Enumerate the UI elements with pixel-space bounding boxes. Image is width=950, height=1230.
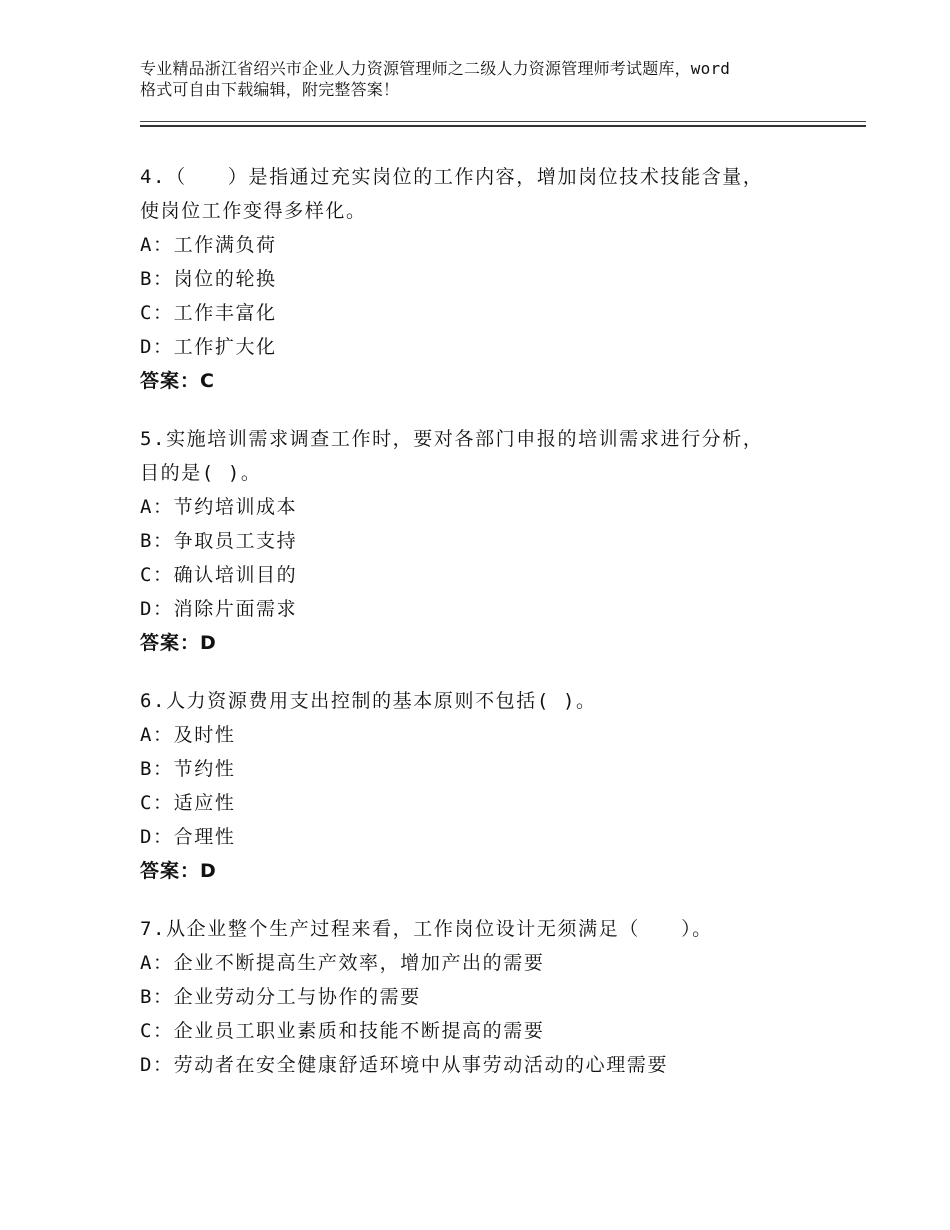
question-stem-continued: 使岗位工作变得多样化。 (140, 200, 367, 222)
question-stem: 7.从企业整个生产过程来看，工作岗位设计无须满足（ ）。 (140, 918, 713, 940)
option-d: D：工作扩大化 (140, 336, 277, 358)
question-stem: 5.实施培训需求调查工作时，要对各部门申报的培训需求进行分析， (140, 428, 764, 450)
question-7 (140, 912, 860, 1082)
option-b: B：争取员工支持 (140, 530, 298, 552)
header-divider-thin (140, 121, 866, 122)
option-a: A：节约培训成本 (140, 496, 298, 518)
question-6 (140, 684, 860, 888)
option-d: D：消除片面需求 (140, 598, 298, 620)
question-stem-continued: 目的是( )。 (140, 462, 262, 484)
question-5 (140, 422, 860, 660)
answer-label: 答案：D (140, 860, 217, 882)
answer-label: 答案：D (140, 632, 217, 654)
answer-label: 答案：C (140, 370, 215, 392)
question-stem: 4.（ ）是指通过充实岗位的工作内容，增加岗位技术技能含量， (140, 166, 764, 188)
header-line-1: 专业精品浙江省绍兴市企业人力资源管理师之二级人力资源管理师考试题库，word (140, 59, 731, 78)
option-b: B：企业劳动分工与协作的需要 (140, 986, 421, 1008)
question-stem: 6.人力资源费用支出控制的基本原则不包括( )。 (140, 690, 597, 712)
option-d: D：劳动者在安全健康舒适环境中从事劳动活动的心理需要 (140, 1054, 669, 1076)
option-c: C：确认培训目的 (140, 564, 298, 586)
header-line-2: 格式可自由下载编辑，附完整答案！ (140, 80, 400, 99)
question-4 (140, 160, 860, 398)
option-b: B：节约性 (140, 758, 236, 780)
option-b: B：岗位的轮换 (140, 268, 277, 290)
option-a: A：工作满负荷 (140, 234, 277, 256)
option-d: D：合理性 (140, 826, 236, 848)
option-c: C：适应性 (140, 792, 236, 814)
option-a: A：及时性 (140, 724, 236, 746)
document-header (140, 58, 840, 100)
header-divider-thick (140, 125, 866, 127)
option-a: A：企业不断提高生产效率，增加产出的需要 (140, 952, 545, 974)
question-list (140, 160, 860, 1106)
option-c: C：企业员工职业素质和技能不断提高的需要 (140, 1020, 545, 1042)
option-c: C：工作丰富化 (140, 302, 277, 324)
